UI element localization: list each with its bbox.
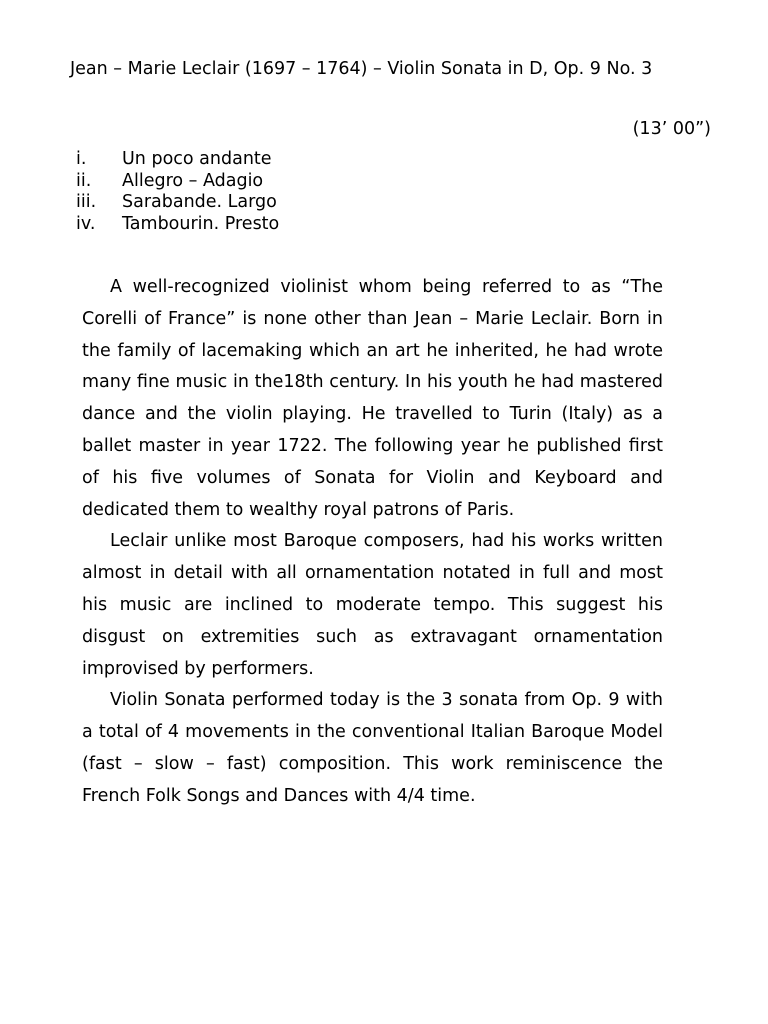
- movement-name: Tambourin. Presto: [122, 213, 280, 234]
- movement-list: [76, 149, 279, 235]
- paragraph-style: Leclair unlike most Baroque composers, had his works written almost in detail with all ornamentation notated in full and most his music are inclined to moderate tempo. This suggest his disgust on extremities such as extravagant ornamentation improvised by performers.: [82, 531, 663, 679]
- movement-name: Sarabande. Largo: [122, 192, 277, 212]
- movement-item: [76, 171, 279, 193]
- duration-label: (13’ 00”): [632, 119, 711, 139]
- paragraph-sonata: Violin Sonata performed today is the 3 sonata from Op. 9 with a total of 4 movements in the conventional Italian Baroque Model (fast – slow – fast) composition. This work reminiscence the French Folk Songs and Dances with 4/4 time.: [82, 690, 663, 806]
- page-title: Jean – Marie Leclair (1697 – 1764) – Violin Sonata in D, Op. 9 No. 3: [70, 59, 653, 79]
- movement-numeral: iv.: [76, 213, 96, 234]
- movement-name: Un poco andante: [122, 149, 272, 169]
- movement-numeral: i.: [76, 149, 87, 169]
- movement-numeral: ii.: [76, 170, 92, 191]
- program-notes: [82, 272, 663, 813]
- movement-item: [76, 192, 279, 214]
- movement-item: [76, 214, 279, 236]
- paragraph-biography: A well-recognized violinist whom being referred to as “The Corelli of France” is none other than Jean – Marie Leclair. Born in the family of lacemaking which an art he inherited, he had wrote many fine music in the18th century. In his youth he had mastered dance and the violin playing. He travelled to Turin (Italy) as a ballet master in year 1722. The following year he published first of his five volumes of Sonata for Violin and Keyboard and dedicated them to wealthy royal patrons of Paris.: [82, 277, 663, 520]
- movement-numeral: iii.: [76, 192, 97, 212]
- movement-item: [76, 149, 279, 171]
- movement-name: Allegro – Adagio: [122, 170, 264, 191]
